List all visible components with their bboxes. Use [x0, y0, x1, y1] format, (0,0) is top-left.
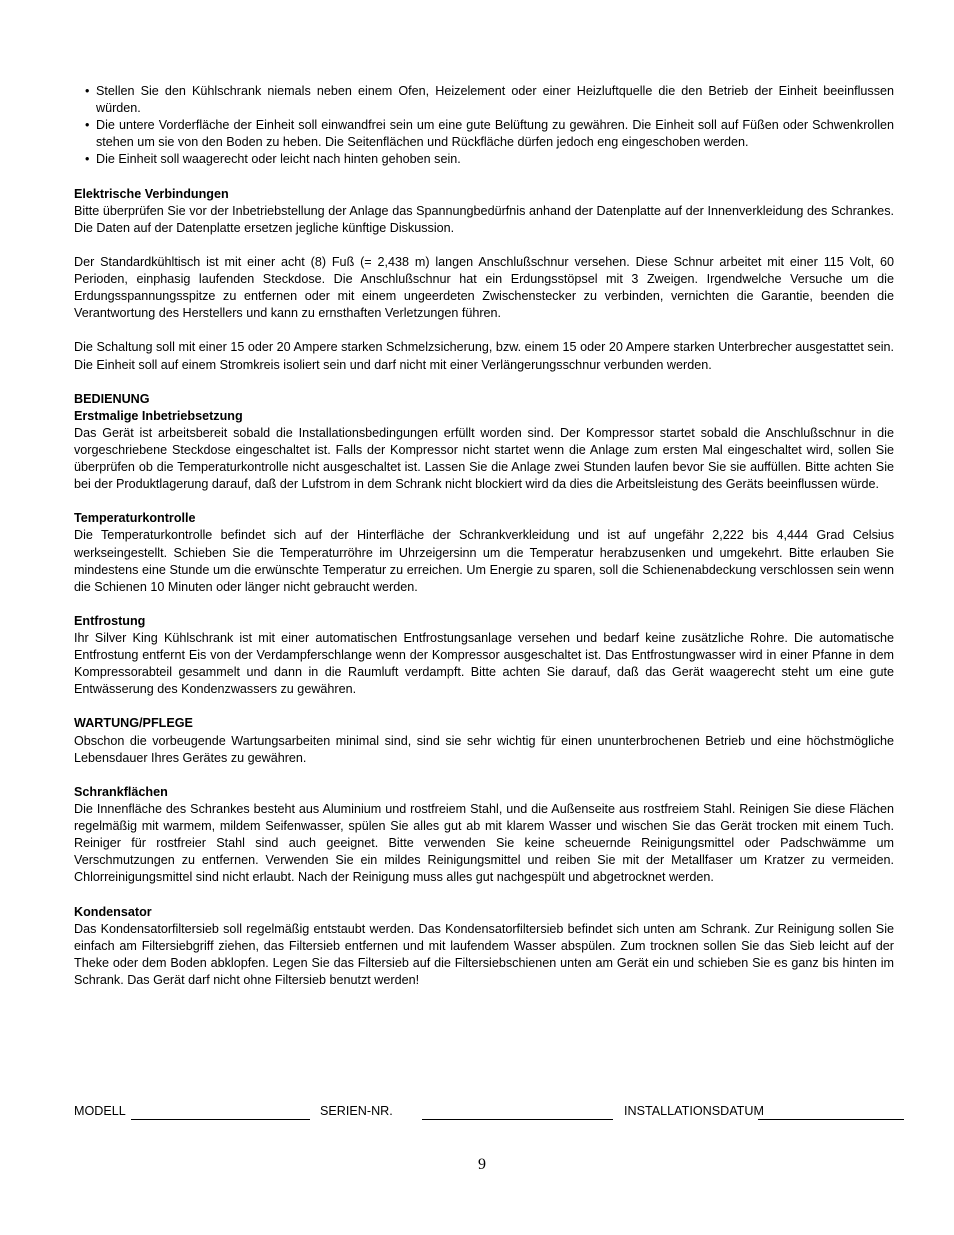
record-fields: [74, 1103, 906, 1123]
paragraph: Das Kondensatorfiltersieb soll regelmäßig entstaubt werden. Das Kondensatorfiltersieb befindet sich unten am Schrank. Zur Reinigung sollen Sie einfach am Filtersiebgriff ziehen, das Filtersieb entfernen und mit laufendem Wasser abspülen. Zum trocknen sollen Sie das Sieb leicht auf der Theke oder dem Boden abklopfen. Legen Sie das Filtersieb auf die Filtersiebschienen unten am Gerät ein und schieben Sie es ganz bis hinten im Schrank. Das Gerät darf nicht ohne Filtersieb benutzt werden!: [74, 921, 894, 987]
bullet-item: [85, 83, 894, 117]
paragraph: Ihr Silver King Kühlschrank ist mit einer automatischen Entfrostungsanlage versehen und bedarf keine zusätzliche Rohre. Die automatische Entfrostung entfernt Eis von der Verdampferschlange wenn der Kompressor ausgeschaltet ist. Das Entfrostungwasser wird in einer Pfanne in dem Kompressorabteil gesammelt und dann in die Raumluft verdampft. Bitte achten Sie darauf, daß das Gerät waagerecht steht um eine gute Entwässerung des Kondenzwassers zu gewähren.: [74, 631, 894, 697]
section-heading: BEDIENUNG: [74, 391, 150, 406]
modell-label: MODELL: [74, 1104, 126, 1118]
section-heading: Schrankflächen: [74, 784, 168, 799]
section-wartung-pflege: [74, 715, 894, 766]
page-number: 9: [478, 1156, 486, 1173]
paragraph: Die Temperaturkontrolle befindet sich auf der Hinterfläche der Schrankverkleidung und ist auf ungefähr 2,222 bis 4,444 Grad Celsius werkseingestellt. Schieben Sie die Temperaturröhre im Uhrzeigersinn um die Temperatur herabzusenken und umgekehrt. Bitte erlauben Sie mindestens eine Stunde um die erwünschte Temperatur zu erreichen. Um Energie zu sparen, soll die Schienenabdeckung verschlossen sein wenn die Schienen 10 Minuten oder länger nicht gebraucht werden.: [74, 528, 894, 594]
bullet-item: [85, 117, 894, 151]
section-bedienung: [74, 391, 894, 494]
installationsdatum-blank-line[interactable]: [758, 1119, 904, 1120]
section-temperaturkontrolle: [74, 510, 894, 595]
section-entfrostung: [74, 613, 894, 698]
modell-blank-line[interactable]: [131, 1119, 310, 1120]
paragraph: Bitte überprüfen Sie vor der Inbetriebstellung der Anlage das Spannungbedürfnis anhand der Datenplatte auf der Innenverkleidung des Schrankes. Die Daten auf der Datenplatte ersetzen jegliche künftige Diskussion.: [74, 203, 894, 235]
paragraph: Obschon die vorbeugende Wartungsarbeiten minimal sind, sind sie sehr wichtig für einen ununterbrochenen Betrieb und eine höchstmögliche Lebensdauer Ihres Gerätes zu gewähren.: [74, 733, 894, 765]
bullet-item: [85, 151, 894, 168]
section-heading: Elektrische Verbindungen: [74, 186, 229, 201]
section-heading: Temperaturkontrolle: [74, 511, 196, 526]
paragraph: Das Gerät ist arbeitsbereit sobald die Installationsbedingungen erfüllt worden sind. Der Kompressor startet sobald die Anschlußschnur in die vorgeschriebene Steckdose eingeschaltet ist. Falls der Kompressor nicht startet wenn die Anlage zum ersten Mal eingeschaltet wird, sollen Sie überprüfen ob die Temperaturkontrolle nicht ausgeschaltet ist. Lassen Sie die Anlage zwei Stunden laufen bevor Sie sie auffüllen. Bitte achten Sie bei der Produktlagerung darauf, daß der Lufstrom in dem Schrank nicht blockiert wird da dies die Arbeitsleistung des Geräts beeinflussen würde.: [74, 425, 894, 492]
installation-bullet-list: [74, 83, 894, 168]
document-page: [74, 83, 894, 989]
serien-nr-blank-line[interactable]: [422, 1119, 613, 1120]
bullet-text: Stellen Sie den Kühlschrank niemals neben einem Ofen, Heizelement oder einer Heizluftquelle die den Betrieb der Einheit beeinflussen würden.: [96, 84, 894, 116]
paragraph: Die Innenfläche des Schrankes besteht aus Aluminium und rostfreiem Stahl, und die Außenseite aus rostfreiem Stahl. Reinigen Sie diese Flächen regelmäßig mit warmem, mildem Seifenwasser, spülen Sie alles gut ab mit klarem Wasser und wischen Sie das Gerät trocken mit einem Tuch. Reiniger für rostfreier Stahl sind auch geeignet. Bitte verwenden Sie keine scheuernde Reinigungsmittel oder Padschwämme um Verschmutzungen zu entfernen. Verwenden Sie ein mildes Reinigungsmittel und reiben Sie mit der Metallfaser um Kratzer zu vermeiden. Chlorreinigungsmittel sind nicht erlaubt. Nach der Reinigung muss alles gut nachgespült und abgetrocknet werden.: [74, 801, 894, 885]
installationsdatum-label: INSTALLATIONSDATUM: [624, 1104, 764, 1118]
bullet-text: Die Einheit soll waagerecht oder leicht nach hinten gehoben sein.: [96, 152, 461, 167]
section-elektrische-verbindungen: [74, 186, 894, 374]
serien-nr-label: SERIEN-NR.: [320, 1104, 393, 1118]
paragraph: Die Schaltung soll mit einer 15 oder 20 Ampere starken Schmelzsicherung, bzw. einem 15 oder 20 Ampere starken Unterbrecher ausgestattet sein. Die Einheit soll auf einem Stromkreis isoliert sein und darf nicht mit einer Verlängerungsschnur verbunden werden.: [74, 340, 894, 372]
subsection-heading: Erstmalige Inbetriebsetzung: [74, 408, 243, 423]
bullet-icon: •: [85, 84, 90, 98]
bullet-text: Die untere Vorderfläche der Einheit soll einwandfrei sein um eine gute Belüftung zu gewähren. Die Einheit soll auf Füßen oder Schwenkrollen stehen um sie von den Boden zu heben. Die Seitenflächen und Rückfläche dürfen jedoch eng eingeschoben werden.: [96, 118, 894, 150]
section-heading: WARTUNG/PFLEGE: [74, 716, 193, 731]
paragraph: Der Standardkühltisch ist mit einer acht (8) Fuß (= 2,438 m) langen Anschlußschnur versehen. Diese Schnur arbeitet mit einer 115 Volt, 60 Perioden, einphasig laufenden Steckdose. Die Anschlußschnur hat ein Erdungsstöpsel mit 3 Zweigen. Irgendwelche Versuche um die Erdungsspannungsspitze zu entfernen oder mit einem ungeerdeten Zwischenstecker zu verbinden, vernichten die Garantie, beenden die Verantwortung des Herstellers und kann zu ernsthaften Verletzungen führen.: [74, 254, 894, 321]
bullet-icon: •: [85, 152, 90, 167]
section-heading: Entfrostung: [74, 613, 146, 628]
bullet-icon: •: [85, 118, 90, 133]
section-kondensator: [74, 904, 894, 989]
section-heading: Kondensator: [74, 904, 152, 919]
section-schrankflaechen: [74, 784, 894, 887]
